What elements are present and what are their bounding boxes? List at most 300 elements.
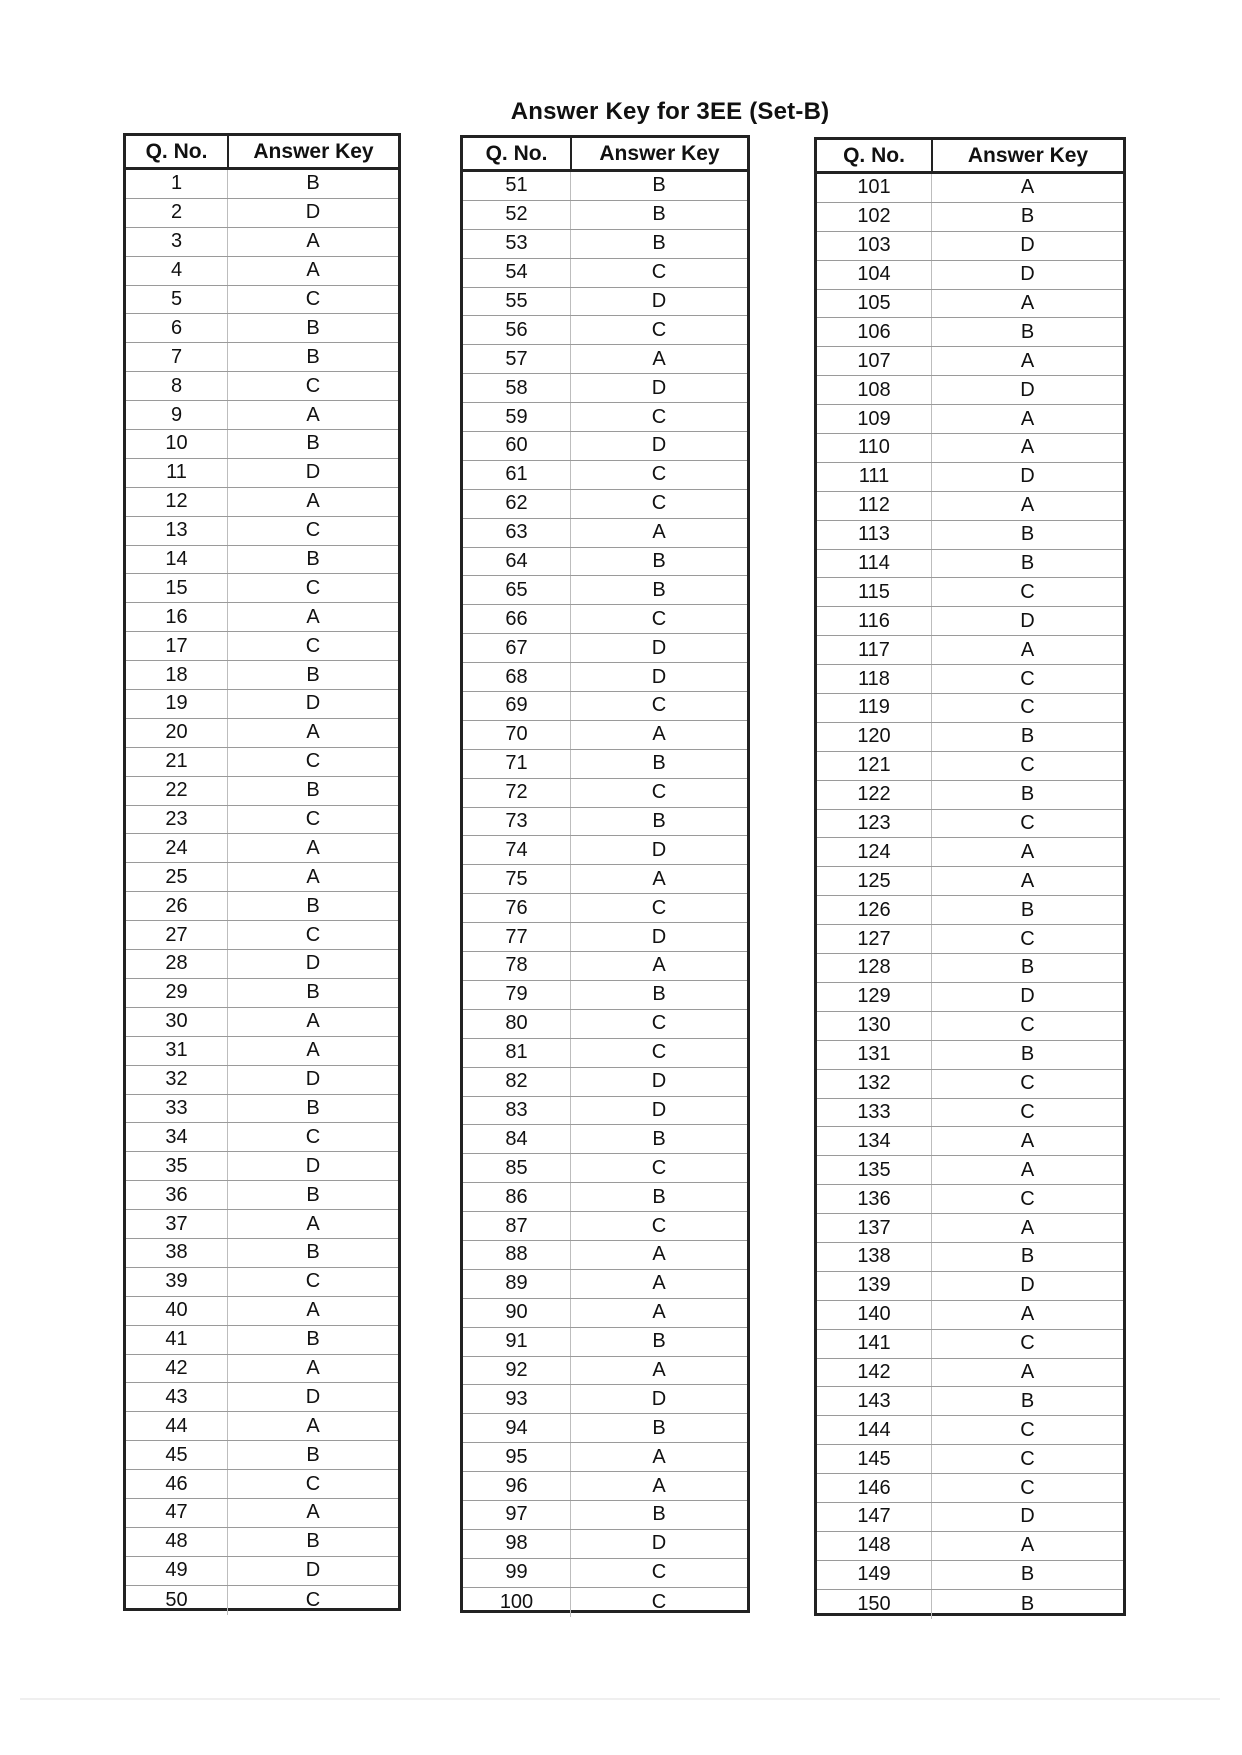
table-row xyxy=(817,290,1123,319)
answer-cell: C xyxy=(651,463,667,486)
answer-cell: A xyxy=(306,1501,320,1524)
table-row xyxy=(126,690,398,719)
question-number: 65 xyxy=(463,576,571,604)
question-number: 95 xyxy=(463,1443,571,1471)
question-number: 107 xyxy=(817,347,932,375)
question-number: 14 xyxy=(126,546,228,574)
question-number: 131 xyxy=(817,1041,932,1069)
question-number: 18 xyxy=(126,661,228,689)
question-number: 97 xyxy=(463,1501,571,1529)
question-number: 115 xyxy=(817,578,932,606)
table-row xyxy=(126,228,398,257)
answer-cell: C xyxy=(305,288,321,310)
answer-cell: C xyxy=(1020,1187,1035,1210)
table-body xyxy=(817,174,1123,1619)
table-row xyxy=(463,808,747,837)
question-number: 133 xyxy=(817,1099,932,1127)
question-number: 140 xyxy=(817,1301,932,1329)
answer-cell: C xyxy=(651,896,667,919)
question-number: 122 xyxy=(817,781,932,809)
table-row xyxy=(817,550,1123,579)
table-row xyxy=(463,1039,747,1068)
answer-cell: C xyxy=(651,318,667,341)
answer-cell: B xyxy=(1020,725,1035,748)
question-number: 40 xyxy=(126,1297,228,1325)
answer-cell: C xyxy=(651,1214,667,1237)
table-row xyxy=(463,923,747,952)
question-number: 138 xyxy=(817,1243,932,1271)
table-row xyxy=(817,1330,1123,1359)
table-row xyxy=(126,748,398,777)
table-row xyxy=(126,517,398,546)
answer-cell: B xyxy=(652,1330,666,1353)
answer-cell: B xyxy=(1020,956,1035,979)
answer-cell: D xyxy=(1020,1505,1035,1528)
table-row xyxy=(126,719,398,748)
table-row xyxy=(463,548,747,577)
answer-cell: B xyxy=(652,810,666,833)
table-row xyxy=(126,1066,398,1095)
qno-header: Q. No. xyxy=(817,140,933,171)
question-number: 80 xyxy=(463,1010,571,1038)
table-row xyxy=(126,632,398,661)
question-number: 21 xyxy=(126,748,228,776)
question-number: 32 xyxy=(126,1066,228,1094)
question-number: 61 xyxy=(463,461,571,489)
table-row xyxy=(463,865,747,894)
question-number: 75 xyxy=(463,865,571,893)
answer-cell: C xyxy=(1020,754,1035,777)
answer-cell: C xyxy=(1020,1072,1035,1095)
question-number: 123 xyxy=(817,810,932,838)
table-row xyxy=(817,781,1123,810)
table-header xyxy=(463,138,747,172)
table-row xyxy=(817,1532,1123,1561)
table-row xyxy=(126,430,398,459)
table-row xyxy=(126,546,398,575)
answer-cell: C xyxy=(305,634,321,657)
table-row xyxy=(817,232,1123,261)
table-row xyxy=(463,779,747,808)
question-number: 11 xyxy=(126,459,228,487)
table-row xyxy=(817,376,1123,405)
answer-cell: B xyxy=(1020,523,1035,546)
question-number: 39 xyxy=(126,1268,228,1296)
table-header xyxy=(126,136,398,170)
answer-cell: C xyxy=(1020,1447,1035,1470)
answer-cell: B xyxy=(306,345,320,368)
table-row xyxy=(126,1008,398,1037)
question-number: 105 xyxy=(817,290,932,318)
answer-cell: C xyxy=(651,1156,667,1179)
answer-cell: B xyxy=(652,983,666,1006)
question-number: 37 xyxy=(126,1210,228,1238)
question-number: 71 xyxy=(463,750,571,778)
table-row xyxy=(817,723,1123,752)
table-row xyxy=(463,1241,747,1270)
answer-cell: C xyxy=(1020,812,1035,835)
answer-cell: B xyxy=(652,232,666,255)
answer-cell: B xyxy=(1020,552,1035,575)
answer-cell: D xyxy=(305,1385,321,1408)
answer-cell: B xyxy=(1020,205,1035,228)
table-row xyxy=(817,1185,1123,1214)
question-number: 132 xyxy=(817,1070,932,1098)
question-number: 5 xyxy=(126,286,228,314)
question-number: 30 xyxy=(126,1008,228,1036)
table-row xyxy=(126,199,398,228)
answer-cell: B xyxy=(306,1328,320,1351)
question-number: 67 xyxy=(463,634,571,662)
table-row xyxy=(463,1385,747,1414)
table-row xyxy=(817,1272,1123,1301)
question-number: 72 xyxy=(463,779,571,807)
question-number: 88 xyxy=(463,1241,571,1269)
table-row xyxy=(817,1041,1123,1070)
answer-cell: C xyxy=(651,694,667,717)
answer-cell: A xyxy=(1020,176,1035,199)
answer-cell: B xyxy=(1020,1043,1035,1066)
table-row xyxy=(817,1070,1123,1099)
answer-cell: D xyxy=(651,636,667,659)
table-row xyxy=(126,1152,398,1181)
question-number: 139 xyxy=(817,1272,932,1300)
table-header xyxy=(817,140,1123,174)
answer-cell: B xyxy=(306,894,320,917)
table-row xyxy=(817,1359,1123,1388)
answer-cell: D xyxy=(651,376,667,399)
question-number: 9 xyxy=(126,401,228,429)
table-row xyxy=(463,1559,747,1588)
question-number: 26 xyxy=(126,892,228,920)
question-number: 15 xyxy=(126,574,228,602)
answer-cell: C xyxy=(305,808,321,831)
table-row xyxy=(463,345,747,374)
answer-cell: A xyxy=(1020,407,1035,430)
answer-cell: B xyxy=(652,174,666,197)
answer-cell: A xyxy=(1020,1360,1035,1383)
table-row xyxy=(463,1357,747,1386)
table-row xyxy=(463,1530,747,1559)
answer-cell: A xyxy=(306,836,320,859)
question-number: 135 xyxy=(817,1156,932,1184)
table-row xyxy=(817,1156,1123,1185)
question-number: 17 xyxy=(126,632,228,660)
answer-cell: D xyxy=(651,925,667,948)
answer-cell: A xyxy=(652,347,666,370)
answer-cell: B xyxy=(306,548,320,571)
question-number: 58 xyxy=(463,374,571,402)
table-row xyxy=(463,894,747,923)
table-row xyxy=(817,174,1123,203)
question-number: 43 xyxy=(126,1383,228,1411)
question-number: 143 xyxy=(817,1387,932,1415)
question-number: 94 xyxy=(463,1414,571,1442)
answer-cell: D xyxy=(651,1532,667,1555)
answer-cell: C xyxy=(1020,667,1035,690)
answer-cell: A xyxy=(652,723,666,746)
question-number: 90 xyxy=(463,1299,571,1327)
question-number: 141 xyxy=(817,1330,932,1358)
question-number: 106 xyxy=(817,318,932,346)
answer-cell: C xyxy=(651,1012,667,1035)
answer-cell: D xyxy=(1020,609,1035,632)
answer-cell: B xyxy=(306,172,320,195)
question-number: 13 xyxy=(126,517,228,545)
table-row xyxy=(817,896,1123,925)
question-number: 19 xyxy=(126,690,228,718)
table-row xyxy=(817,1590,1123,1619)
table-row xyxy=(126,1412,398,1441)
answer-cell: A xyxy=(306,1010,320,1033)
answer-cell: A xyxy=(1020,1129,1035,1152)
table-row xyxy=(126,1297,398,1326)
table-row xyxy=(463,1068,747,1097)
table-row xyxy=(126,950,398,979)
qno-header: Q. No. xyxy=(463,138,572,169)
table-row xyxy=(126,979,398,1008)
answer-cell: A xyxy=(1020,840,1035,863)
answer-cell: B xyxy=(306,1443,320,1466)
answer-cell: B xyxy=(1020,1592,1035,1615)
table-row xyxy=(126,488,398,517)
question-number: 38 xyxy=(126,1239,228,1267)
table-row xyxy=(463,1472,747,1501)
table-row xyxy=(126,1557,398,1586)
question-number: 42 xyxy=(126,1355,228,1383)
table-row xyxy=(126,343,398,372)
answer-cell: B xyxy=(306,316,320,339)
answer-cell: B xyxy=(306,1096,320,1119)
question-number: 45 xyxy=(126,1441,228,1469)
answer-cell: A xyxy=(1020,1158,1035,1181)
question-number: 129 xyxy=(817,983,932,1011)
table-row xyxy=(463,230,747,259)
answer-cell: A xyxy=(306,865,320,888)
question-number: 31 xyxy=(126,1037,228,1065)
table-row xyxy=(126,892,398,921)
question-number: 147 xyxy=(817,1503,932,1531)
question-number: 28 xyxy=(126,950,228,978)
question-number: 148 xyxy=(817,1532,932,1560)
answer-cell: D xyxy=(651,1070,667,1093)
table-row xyxy=(463,952,747,981)
table-row xyxy=(817,1301,1123,1330)
table-row xyxy=(817,578,1123,607)
question-number: 56 xyxy=(463,316,571,344)
question-number: 84 xyxy=(463,1125,571,1153)
question-number: 35 xyxy=(126,1152,228,1180)
answer-cell: A xyxy=(306,1212,320,1235)
table-row xyxy=(817,954,1123,983)
question-number: 83 xyxy=(463,1097,571,1125)
answer-cell: D xyxy=(651,290,667,312)
answer-cell: C xyxy=(305,1125,321,1148)
answer-cell: B xyxy=(652,578,666,601)
table-row xyxy=(463,576,747,605)
table-row xyxy=(126,574,398,603)
question-number: 46 xyxy=(126,1470,228,1498)
question-number: 108 xyxy=(817,376,932,404)
question-number: 48 xyxy=(126,1528,228,1556)
answer-cell: B xyxy=(306,981,320,1004)
question-number: 91 xyxy=(463,1328,571,1356)
question-number: 114 xyxy=(817,550,932,578)
table-row xyxy=(817,521,1123,550)
table-row xyxy=(817,1214,1123,1243)
answer-cell: D xyxy=(651,838,667,861)
table-row xyxy=(126,257,398,286)
table-row xyxy=(817,1445,1123,1474)
table-row xyxy=(817,1416,1123,1445)
answer-cell: C xyxy=(1020,1100,1035,1123)
table-row xyxy=(126,1239,398,1268)
question-number: 121 xyxy=(817,752,932,780)
question-number: 62 xyxy=(463,490,571,518)
table-row xyxy=(463,750,747,779)
table-row xyxy=(463,316,747,345)
question-number: 25 xyxy=(126,863,228,891)
table-row xyxy=(463,721,747,750)
table-row xyxy=(817,434,1123,463)
question-number: 20 xyxy=(126,719,228,747)
answer-cell: C xyxy=(1020,1014,1035,1037)
answer-cell: D xyxy=(305,461,321,484)
question-number: 47 xyxy=(126,1499,228,1527)
question-number: 101 xyxy=(817,174,932,202)
table-row xyxy=(126,1095,398,1124)
table-row xyxy=(463,432,747,461)
question-number: 10 xyxy=(126,430,228,458)
answer-cell: C xyxy=(305,576,321,599)
answer-cell: B xyxy=(652,1185,666,1208)
table-row xyxy=(126,1528,398,1557)
table-row xyxy=(463,288,747,317)
table-row xyxy=(126,1210,398,1239)
question-number: 41 xyxy=(126,1326,228,1354)
question-number: 112 xyxy=(817,492,932,520)
question-number: 53 xyxy=(463,230,571,258)
table-row xyxy=(817,1387,1123,1416)
answer-cell: A xyxy=(306,1414,320,1437)
question-number: 64 xyxy=(463,548,571,576)
question-number: 29 xyxy=(126,979,228,1007)
answer-table-3 xyxy=(814,137,1126,1616)
table-row xyxy=(126,1383,398,1412)
table-row xyxy=(126,1355,398,1384)
answer-cell: B xyxy=(652,1503,666,1526)
table-row xyxy=(463,1501,747,1530)
answer-cell: B xyxy=(652,1416,666,1439)
question-number: 145 xyxy=(817,1445,932,1473)
table-row xyxy=(817,1012,1123,1041)
table-row xyxy=(817,318,1123,347)
table-body xyxy=(126,170,398,1615)
table-row xyxy=(463,172,747,201)
question-number: 92 xyxy=(463,1357,571,1385)
answer-cell: C xyxy=(305,1472,321,1495)
answer-cell: D xyxy=(651,1098,667,1121)
answer-cell: B xyxy=(1020,1563,1035,1586)
table-row xyxy=(463,692,747,721)
question-number: 55 xyxy=(463,288,571,316)
table-row xyxy=(463,1299,747,1328)
table-row xyxy=(817,752,1123,781)
answer-cell: C xyxy=(651,607,667,630)
question-number: 142 xyxy=(817,1359,932,1387)
answer-cell: A xyxy=(306,403,320,426)
question-number: 6 xyxy=(126,314,228,342)
answer-header: Answer Key xyxy=(253,139,374,163)
table-row xyxy=(463,1414,747,1443)
table-row xyxy=(463,1443,747,1472)
question-number: 136 xyxy=(817,1185,932,1213)
table-row xyxy=(817,1503,1123,1532)
question-number: 100 xyxy=(463,1588,571,1617)
answer-cell: A xyxy=(306,1299,320,1322)
table-row xyxy=(126,1470,398,1499)
table-row xyxy=(463,259,747,288)
question-number: 24 xyxy=(126,834,228,862)
table-body xyxy=(463,172,747,1617)
table-row xyxy=(817,492,1123,521)
table-row xyxy=(463,201,747,230)
table-row xyxy=(463,981,747,1010)
answer-cell: A xyxy=(1020,292,1035,314)
question-number: 110 xyxy=(817,434,932,462)
table-row xyxy=(126,603,398,632)
question-number: 22 xyxy=(126,777,228,805)
question-number: 66 xyxy=(463,605,571,633)
answer-cell: B xyxy=(306,1183,320,1206)
question-number: 69 xyxy=(463,692,571,720)
answer-cell: D xyxy=(651,434,667,457)
question-number: 81 xyxy=(463,1039,571,1067)
question-number: 50 xyxy=(126,1586,228,1615)
table-row xyxy=(126,1441,398,1470)
table-row xyxy=(817,405,1123,434)
table-row xyxy=(126,372,398,401)
answer-cell: D xyxy=(305,1154,321,1177)
table-row xyxy=(463,1097,747,1126)
question-number: 23 xyxy=(126,806,228,834)
answer-cell: B xyxy=(306,432,320,455)
question-number: 77 xyxy=(463,923,571,951)
question-number: 44 xyxy=(126,1412,228,1440)
answer-cell: A xyxy=(652,1243,666,1266)
answer-cell: A xyxy=(1020,349,1035,372)
page-title: Answer Key for 3EE (Set-B) xyxy=(510,98,830,125)
question-number: 57 xyxy=(463,345,571,373)
question-number: 144 xyxy=(817,1416,932,1444)
answer-cell: B xyxy=(1020,1245,1035,1268)
table-row xyxy=(126,170,398,199)
answer-cell: A xyxy=(652,1445,666,1468)
answer-cell: D xyxy=(305,201,321,224)
answer-cell: C xyxy=(1020,696,1035,719)
table-row xyxy=(126,834,398,863)
question-number: 36 xyxy=(126,1181,228,1209)
table-row xyxy=(126,401,398,430)
table-row xyxy=(463,663,747,692)
question-number: 73 xyxy=(463,808,571,836)
table-row xyxy=(817,1474,1123,1503)
question-number: 118 xyxy=(817,665,932,693)
answer-cell: D xyxy=(305,692,321,715)
question-number: 128 xyxy=(817,954,932,982)
answer-cell: C xyxy=(651,261,667,284)
question-number: 119 xyxy=(817,694,932,722)
